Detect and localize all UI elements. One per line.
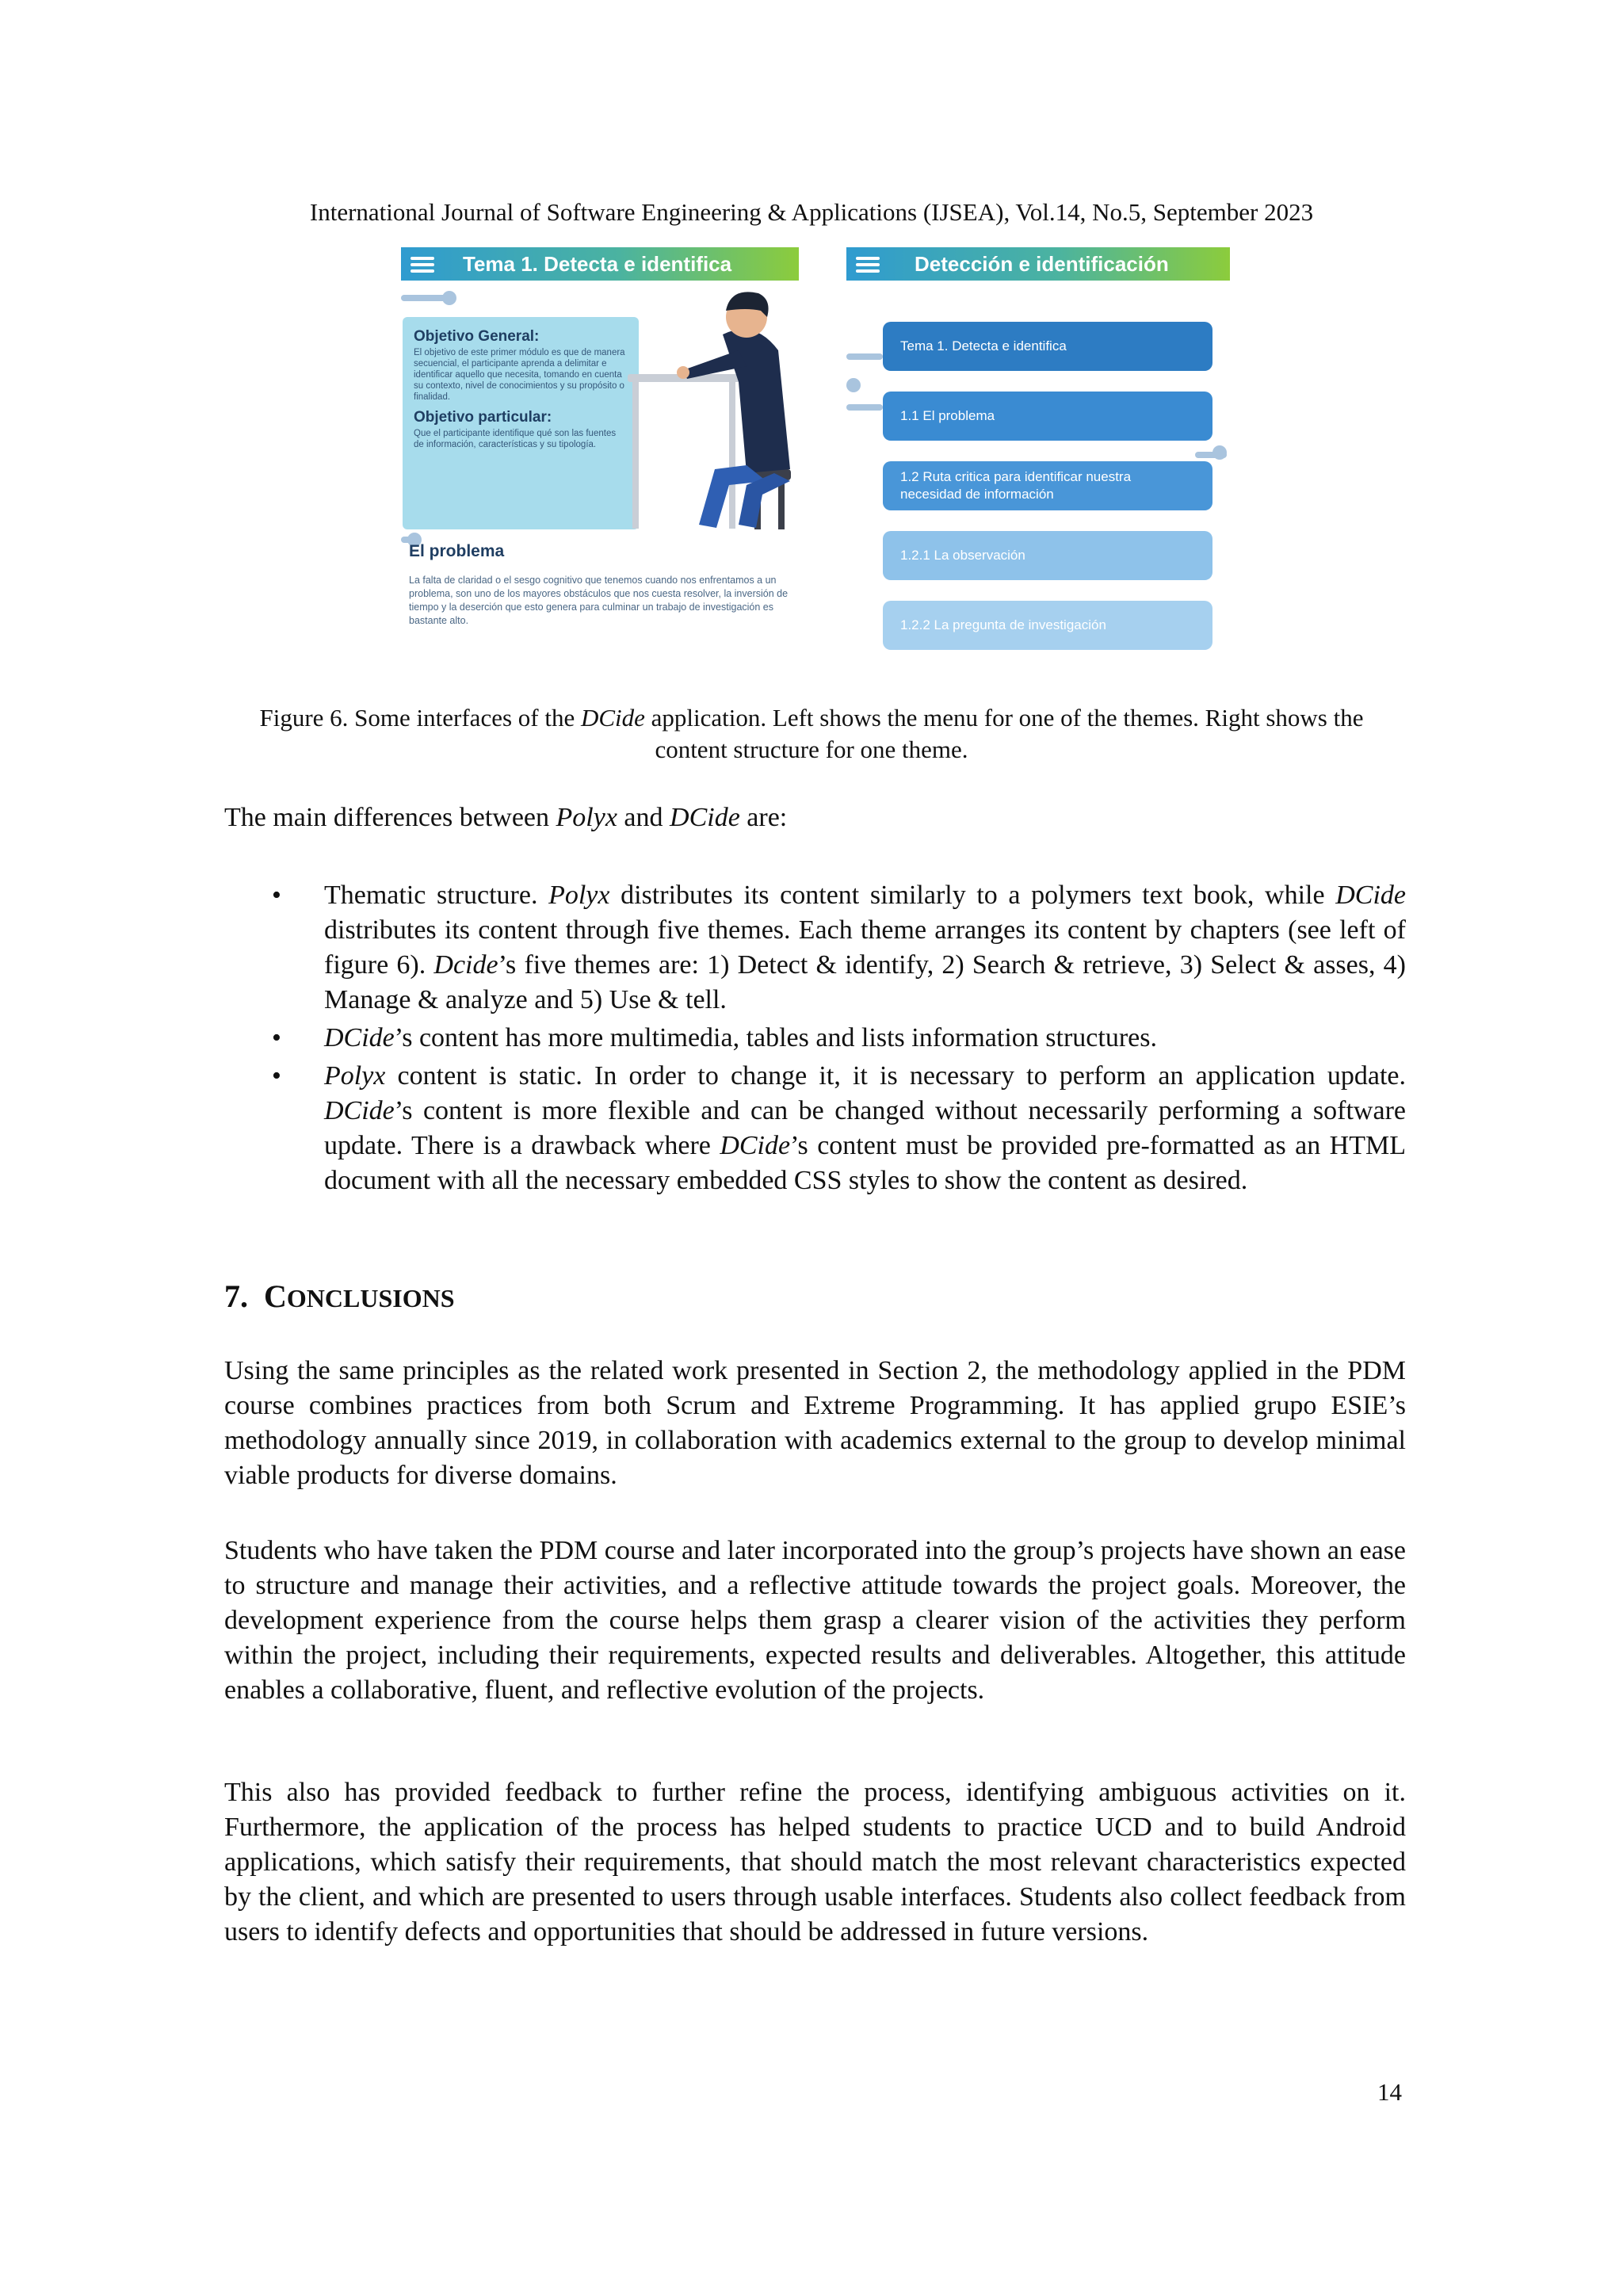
conclusion-paragraph-3: This also has provided feedback to further refine the process, identifying ambiguous activities on it. Furthermore, the application of the process has helped students to practice UCD and to build Android applications, which satisfy their requirements, that should match the most relevant characteristics expected by the client, and which are presented to users through usable interfaces. Students also collect feedback from users to identify defects and opportunities that should be addressed in future versions. [224, 1778, 1406, 1946]
connector-line [846, 353, 883, 360]
left-app-title: Tema 1. Detecta e identifica [463, 252, 732, 276]
bullet-text: content is static. In order to change it, it is necessary to perform an application update. [385, 1061, 1406, 1091]
menu-icon [856, 257, 880, 273]
bullet-text: ’s content has more multimedia, tables and lists information structures. [394, 1023, 1157, 1052]
problem-title: El problema [409, 542, 505, 560]
menu-icon [411, 257, 434, 273]
bullet-polyx: Polyx [548, 881, 610, 910]
bullet-icon: • [272, 1061, 281, 1091]
bullet-dcide: DCide [324, 1023, 395, 1052]
list-item [224, 878, 1406, 1018]
figure-6 [0, 247, 1623, 666]
intro-text-end: are: [739, 803, 788, 832]
content-item-1-2-1[interactable]: 1.2.1 La observación [883, 531, 1212, 580]
caption-prefix: Figure 6. Some interfaces of the [259, 704, 581, 732]
objective-particular-title: Objetivo particular: [414, 409, 552, 426]
intro-text: The main differences between [224, 803, 556, 832]
bullet-polyx: Polyx [324, 1061, 386, 1091]
section-title-rest: ONCLUSIONS [286, 1284, 455, 1312]
right-app-title: Detección e identificación [915, 252, 1169, 276]
intro-polyx: Polyx [556, 803, 617, 832]
timeline-node-icon [442, 291, 456, 305]
right-app-screen [846, 247, 1230, 666]
caption-suffix: application. Left shows the menu for one of the themes. Right shows the content structure for one theme. [644, 704, 1364, 763]
conclusion-paragraph-2: Students who have taken the PDM course and later incorporated into the group’s projects have shown an ease to structure and manage their activities, and a reflective attitude towards the project goals. Moreover, the development experience from the course helps them grasp a clearer vision of the activities they perform within the project, including their requirements, expected results and deliverables. Altogether, this attitude enables a collaborative, fluent, and reflective evolution of the projects. [224, 1536, 1406, 1705]
objective-particular-text: Que el participante identifique qué son las fuentes de información, características y su tipología. [414, 429, 617, 449]
list-item [224, 1021, 1406, 1056]
bullet-text: distributes its content through five themes. Each theme arranges its content by chapters (see left of figure 6). [324, 915, 1406, 980]
right-app-bar [846, 247, 1230, 281]
objective-general-text: El objetivo de este primer módulo es que de manera secuencial, el participante aprenda a delimitar e identificar aquello que necesita, tomando en cuenta su contexto, nivel de conocimientos y su propósito o finalidad. [414, 348, 625, 402]
objectives-card [403, 317, 639, 529]
timeline-node-icon [1212, 445, 1227, 460]
content-item-1-1[interactable]: 1.1 El problema [883, 392, 1212, 441]
bullet-text: ’s five themes are: 1) Detect & identify, 2) Search & retrieve, 3) Select & asses, 4) Manage & analyze and 5) Use & tell. [324, 950, 1406, 1014]
section-number: 7. [224, 1278, 248, 1314]
intro-dcide: DCide [670, 803, 740, 832]
timeline-node-icon [846, 378, 861, 392]
connector-line [401, 295, 449, 301]
page-number: 14 [1377, 2078, 1402, 2106]
left-app-screen [401, 247, 799, 666]
content-item-tema-1[interactable]: Tema 1. Detecta e identifica [883, 322, 1212, 371]
figure-caption [246, 702, 1377, 766]
differences-list [224, 878, 1406, 1201]
bullet-text: ’s content must be provided pre-formatted as an HTML document with all the necessary embedded CSS styles to show the content as desired. [324, 1131, 1406, 1195]
bullet-dcide: DCide [324, 1096, 395, 1125]
caption-app-name: DCide [580, 704, 645, 732]
intro-sentence [224, 800, 1406, 835]
section-title-initial: C [264, 1278, 287, 1314]
journal-header: International Journal of Software Engineering & Applications (IJSEA), Vol.14, No.5, September 2023 [309, 198, 1314, 226]
intro-and: and [617, 803, 670, 832]
content-item-1-2[interactable]: 1.2 Ruta critica para identificar nuestra necesidad de información [883, 461, 1212, 510]
bullet-dcide: DCide [720, 1131, 791, 1160]
bullet-text: Thematic structure. [324, 881, 549, 910]
student-illustration [628, 287, 799, 533]
connector-line [846, 404, 883, 411]
objective-general-title: Objetivo General: [414, 328, 540, 345]
bullet-icon: • [272, 881, 281, 910]
bullet-icon: • [272, 1023, 281, 1052]
content-item-1-2-2[interactable]: 1.2.2 La pregunta de investigación [883, 601, 1212, 650]
bullet-text: distributes its content similarly to a polymers text book, while [609, 881, 1336, 910]
list-item [224, 1059, 1406, 1198]
bullet-dcide: DCide [1335, 881, 1406, 910]
bullet-text: ’s content is more flexible and can be changed without necessarily performing a software update. There is a drawback where [324, 1096, 1406, 1160]
bullet-dcide: Dcide [433, 950, 498, 980]
section-heading [224, 1278, 455, 1315]
conclusion-paragraph-1: Using the same principles as the related work presented in Section 2, the methodology applied in the PDM course combines practices from both Scrum and Extreme Programming. It has applied grupo ESIE’s methodology annually since 2019, in collaboration with academics external to the group to develop minimal viable products for diverse domains. [224, 1356, 1406, 1490]
left-app-bar [401, 247, 799, 281]
problem-text: La falta de claridad o el sesgo cognitivo que tenemos cuando nos enfrentamos a un problema, son uno de los mayores obstáculos que nos cuesta resolver, la inversión de tiempo y la deserción que esto genera para culminar un trabajo de investigación es bastante alto. [409, 575, 789, 626]
